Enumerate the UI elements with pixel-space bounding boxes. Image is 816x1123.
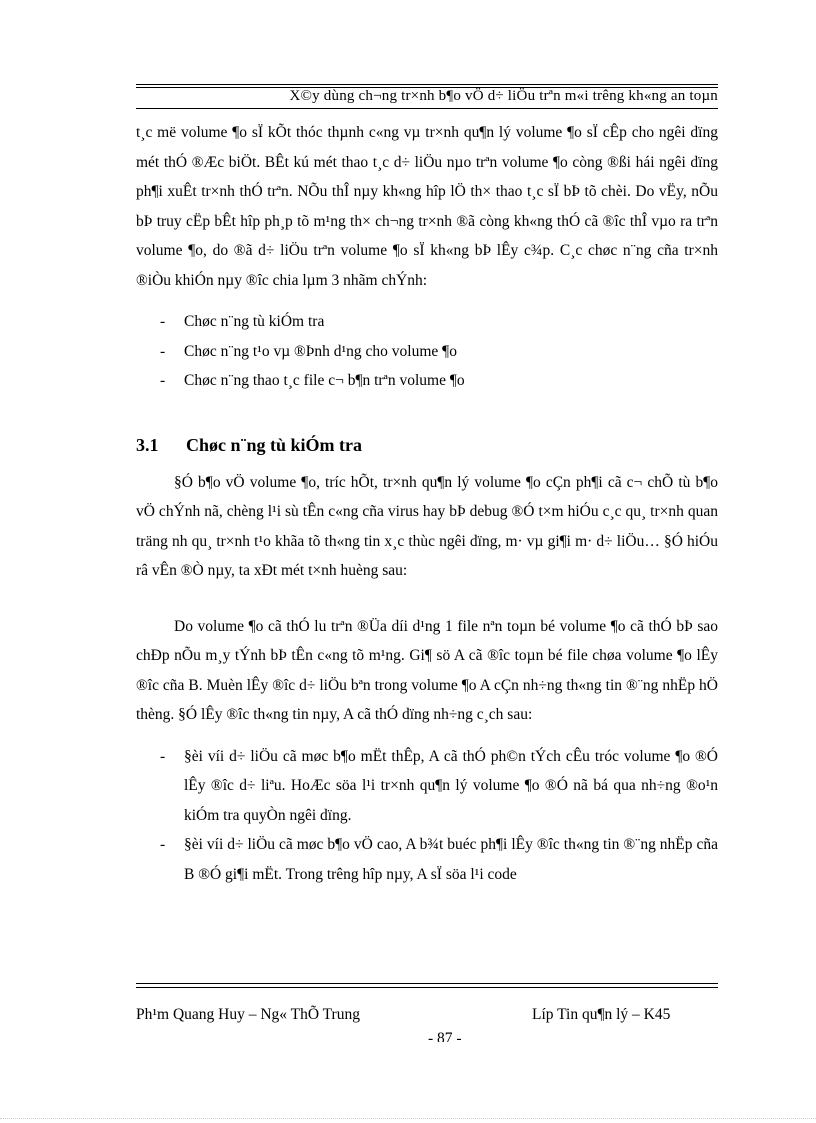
section-title: Chøc n¨ng tù kiÓm tra	[186, 434, 363, 455]
paragraph: §Ó b¶o vÖ volume ¶o, tríc hÕt, tr×nh qu¶n lý volume ¶o cÇn ph¶i cã c¬ chÕ tù b¶o vÖ chÝnh nã, chèng l¹i sù tÊn c«ng cña virus hay bÞ debug ®Ó t×m hiÓu c¸c qu¸ tr×nh quan träng nh qu¸ tr×nh t¹o khãa tõ th«ng tin x¸c thùc ngêi dïng, m· vµ gi¶i m· d÷ liÖu… §Ó hiÓu râ vÊn ®Ò nµy, ta xÐt mét t×nh huèng sau:	[136, 473, 718, 579]
list-item: - Chøc n¨ng t¹o vµ ®Þnh d¹ng cho volume ¶o	[160, 342, 457, 360]
list-item: - §èi víi d÷ liÖu cã møc b¶o vÖ cao, A b¾t buéc ph¶i lÊy ®îc th«ng tin ®¨ng nhËp cña B ®Ó gi¶i mËt. Trong trêng hîp nµy, A sÏ söa l¹i code	[160, 836, 718, 883]
list-item: - §èi víi d÷ liÖu cã møc b¶o mËt thÊp, A cã thÓ ph©n tÝch cÊu tróc volume ¶o ®Ó lÊy ®îc d÷ liªu. HoÆc söa l¹i tr×nh qu¶n lý volume ¶o ®Ó nã bá qua nh÷ng ®o¹n kiÓm tra quyÒn ngêi dïng.	[160, 747, 718, 824]
paragraph: Do volume ¶o cã thÓ lu trªn ®Üa díi d¹ng 1 file nªn toµn bé volume ¶o cã thÓ bÞ sao chÐp nÕu m¸y tÝnh bÞ tÊn c«ng tõ m¹ng. Gi¶ sö A cã ®îc toµn bé file chøa volume ¶o lÊy ®îc cña B. Muèn lÊy ®îc d÷ liÖu bªn trong volume ¶o A cÇn nh÷ng th«ng tin ®¨ng nhËp hÖ thèng. §Ó lÊy ®îc th«ng tin nµy, A cã thÓ dïng nh÷ng c¸ch sau:	[136, 617, 718, 723]
paragraph: t¸c më volume ¶o sÏ kÕt thóc thµnh c«ng vµ tr×nh qu¶n lý volume ¶o sÏ cÊp cho ngêi dïng mét thÓ ®Æc biÖt. BÊt kú mét thao t¸c d÷ liÖu nµo trªn volume ¶o còng ®ßi hái ngêi dïng ph¶i xuÊt tr×nh thÓ trªn. NÕu thÎ nµy kh«ng hîp lÖ th× thao t¸c sÏ bÞ tõ chèi. Do vËy, nÕu bÞ truy cËp bÊt hîp ph¸p tõ m¹ng th× ch¬ng tr×nh ®ã còng kh«ng thÓ cã ®îc thÎ vµo ra trªn volume ¶o, do ®ã d÷ liÖu trªn volume ¶o sÏ kh«ng bÞ lÊy c¾p. C¸c chøc n¨ng cña tr×nh ®iÒu khiÓn nµy ®îc chia lµm 3 nhãm chÝnh:	[136, 124, 718, 289]
footer-authors: Ph¹m Quang Huy – Ng« ThÕ Trung	[136, 1006, 360, 1023]
body-content	[136, 118, 718, 889]
method-list	[136, 742, 718, 890]
footer-class: Líp Tin qu¶n lý – K45	[532, 1006, 671, 1023]
header-rule-bottom	[136, 108, 718, 109]
footer-rule-top-2	[136, 987, 718, 988]
header-rule-top	[136, 84, 718, 85]
list-item: - Chøc n¨ng thao t¸c file c¬ b¶n trªn volume ¶o	[160, 372, 465, 389]
feature-list	[136, 307, 718, 396]
footer-rule-top	[136, 983, 718, 984]
section-number: 3.1	[136, 434, 159, 455]
page-number: - 87 -	[428, 1030, 462, 1042]
page-edge	[0, 1118, 816, 1119]
running-header: X©y dùng ch¬ng tr×nh b¶o vÖ d÷ liÖu trªn m«i trêng kh«ng an toµn	[289, 88, 718, 104]
list-item: - Chøc n¨ng tù kiÓm tra	[160, 313, 325, 330]
section-heading	[136, 430, 718, 460]
